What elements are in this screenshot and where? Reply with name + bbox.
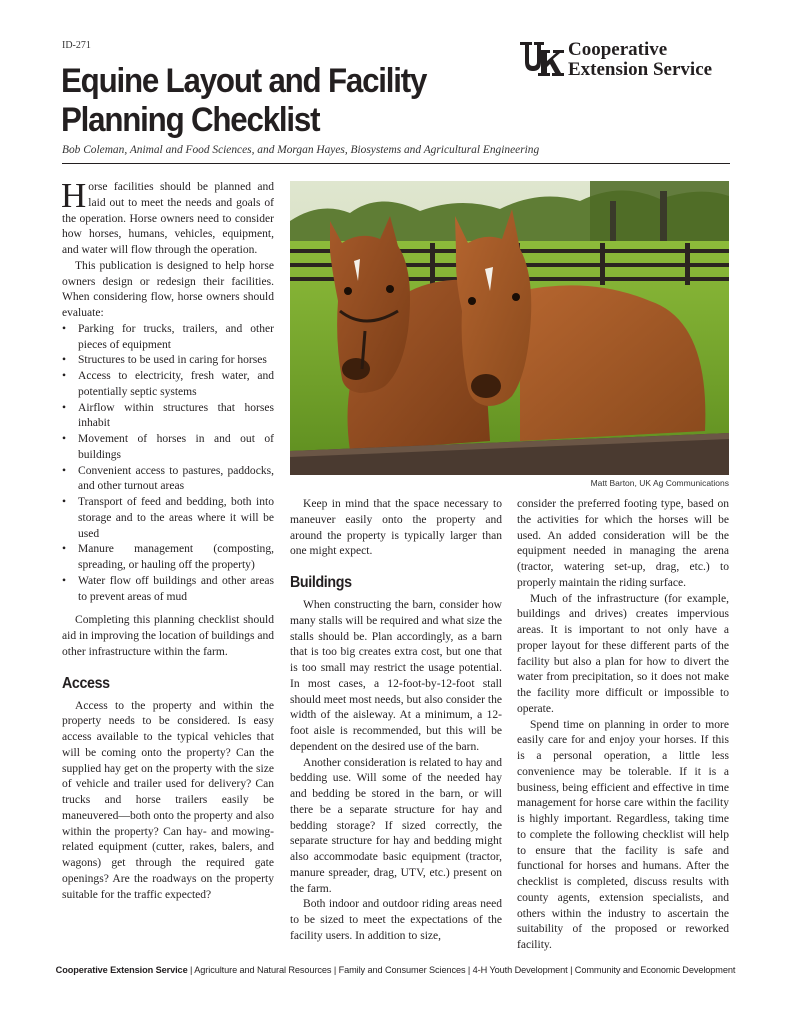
intro-paragraph-1: Horse facilities should be planned and laid out to meet the needs and goals of the operation. Horse owners need to consider how horses, humans, vehicles, equipment, and water will flow through the operation. [61,176,274,256]
list-item: • Movement of horses in and out of buildings [62,432,274,464]
publication-id: ID-271 [62,40,91,51]
intro-paragraph-2: This publication is designed to help horse owners design or redesign their facilities. When considering flow, horse owners should evaluate: [62,259,274,319]
list-item: • Transport of feed and bedding, both into storage and to the areas where it will be used [62,495,274,542]
list-item: • Water flow off buildings and other areas to prevent areas of mud [62,574,274,606]
buildings-paragraph-4: consider the preferred footing type, based on the activities for which the horses will be used. An added consideration will be the equipment needed in managing the arena (tractor, watering set-up, drag, etc.) to properly maintain the riding surface. [517,498,729,589]
list-item: • Airflow within structures that horses inhabit [62,401,274,433]
header-divider [62,163,730,164]
logo-line-1: Cooperative [568,39,668,60]
horses-photo [290,181,729,475]
photo-credit: Matt Barton, UK Ag Communications [590,478,729,488]
footer-program-areas [0,965,791,975]
access-paragraph-2: Keep in mind that the space necessary to maneuver easily onto the property and around the property is typically larger than one might expect. [290,498,502,558]
footer-units: | Agriculture and Natural Resources | Family and Consumer Sciences | 4-H Youth Development | Community and Economic Development [187,965,736,975]
list-item: • Convenient access to pastures, paddocks, and other turnout areas [62,464,274,496]
evaluation-list [62,322,274,606]
buildings-paragraph-1: When constructing the barn, consider how many stalls will be required and what size the stalls should be. Plan accordingly, as a barn that is too big creates extra cost, but one that is too small may restrict the usage potential. In most cases, a 12-foot-by-12-foot stall should meet most needs, but also consider the width of the aisleway. At a minimum, a 12-foot aisle is recommended, but this will be dependent on the desired use of the barn. [290,599,502,753]
title-line-1: Equine Layout and Facility [61,62,427,100]
infrastructure-paragraph: Much of the infrastructure (for example, buildings and drives) creates impervious areas. It is important to not only have a proper layout for these different parts of the facility but also a plan for how to divert the water from precipitation, so it does not make the facility more difficult or impossible to operate. [517,592,729,715]
horses-illustration [290,181,729,475]
logo-line-2: Extension Service [568,59,713,80]
intro-paragraph-3: Completing this planning checklist should aid in improving the location of buildings and other infrastructure within the farm. [62,614,274,658]
page-title [61,62,466,140]
buildings-heading: Buildings [290,574,352,591]
list-item: • Structures to be used in caring for horses [62,353,274,369]
column-3 [517,497,729,954]
logo-wordmark [568,40,712,80]
buildings-paragraph-2: Another consideration is related to hay and bedding use. Will some of the needed hay and bedding be stored in the barn, or will there be a separate structure for hay and bedding storage? If sized correctly, the separate structure for hay and bedding might also accommodate basic equipment (tractor, manure spreader, drag, UTV, etc.) present on the farm. [290,756,502,895]
column-2 [290,497,502,945]
title-line-2: Planning Checklist [61,101,320,139]
footer-brand: Cooperative Extension Service [55,965,188,975]
access-paragraph: Access to the property and within the property needs to be considered. Is easy access available to the typical vehicles that will be coming onto the property? Can the supplied hay get on the property with the size of vehicle and trailer used for delivery? Can trucks and horse trailers easily be maneuvered—both onto the property and also within the property? Can hay- and mowing-related equipment (cutter, rakes, balers, and wagons) get through the required gate openings? Are the roadways on the property suitable for the traffic expected? [62,699,274,901]
list-item: • Access to electricity, fresh water, and potentially septic systems [62,369,274,401]
list-item: • Manure management (composting, spreading, or hauling off the property) [62,542,274,574]
column-1 [61,176,274,903]
list-item: • Parking for trucks, trailers, and other pieces of equipment [62,322,274,354]
planning-paragraph: Spend time on planning in order to more easily care for and enjoy your horses. If this is a personal operation, a little less convenience may be tolerable. If it is a business, being efficient and effective in time management for horse care within the facility is highly important. Regardless, taking time to complete the following checklist will help to ensure that the facility is safe and functional for horses and humans. After the checklist is completed, discuss results with county agents, extension specialists, and others within the industry to ascertain the suitability of the proposed or reworked facility. [517,718,729,951]
authors-line: Bob Coleman, Animal and Food Sciences, and Morgan Hayes, Biosystems and Agricultural Engineering [62,144,540,156]
cooperative-extension-logo [518,40,740,80]
access-heading: Access [62,674,110,692]
uk-logo-icon [518,40,566,78]
drop-cap: H [61,176,87,215]
buildings-paragraph-3: Both indoor and outdoor riding areas need to be sized to meet the expectations of the facility users. In addition to size, [290,898,502,942]
